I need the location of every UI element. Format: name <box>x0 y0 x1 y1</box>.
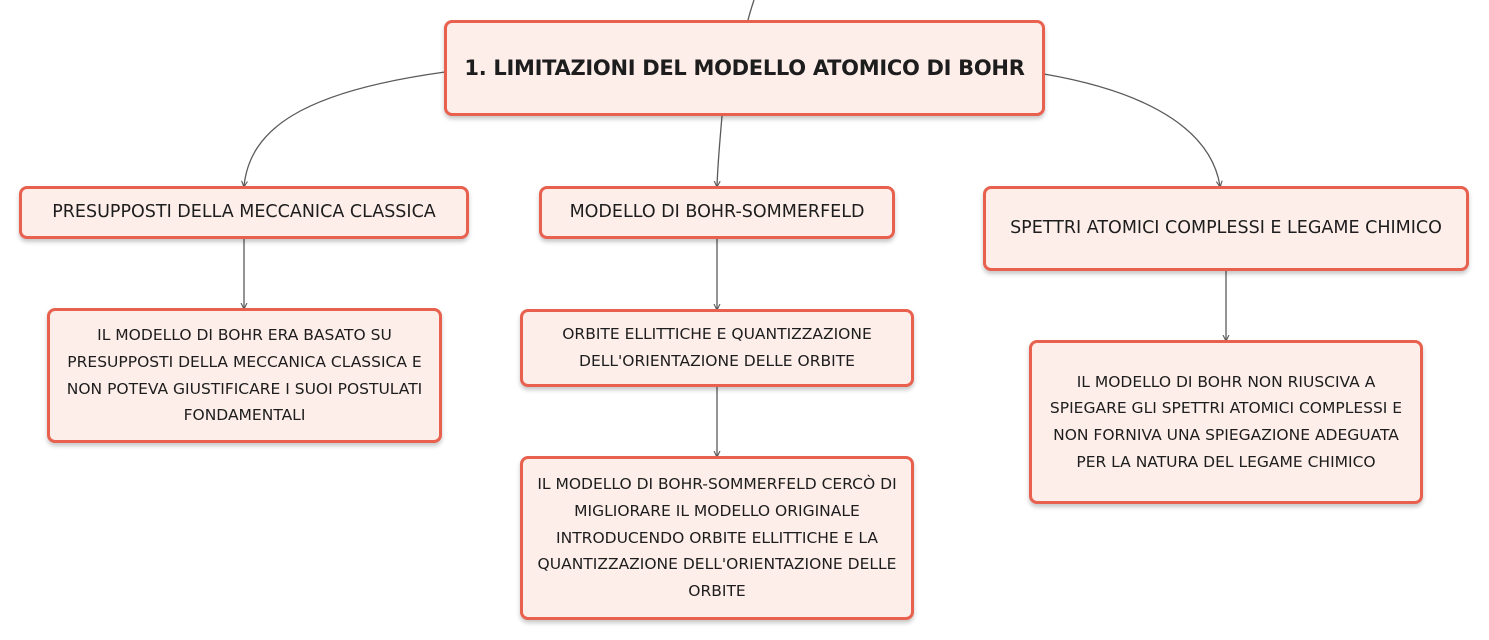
leaf-orbite-ellittiche-text: ORBITE ELLITTICHE E QUANTIZZAZIONE DELL'ORIENTAZIONE DELLE ORBITE <box>562 325 872 370</box>
branch-presupposti-label: PRESUPPOSTI DELLA MECCANICA CLASSICA <box>52 202 436 222</box>
branch-spettri[interactable] <box>983 186 1469 271</box>
leaf-presupposti-detail[interactable] <box>47 308 442 443</box>
leaf-sommerfeld-detail-text: IL MODELLO DI BOHR-SOMMERFELD CERCÒ DI MIGLIORARE IL MODELLO ORIGINALE INTRODUCENDO ORBITE ELLITTICHE E LA QUANTIZZAZIONE DELL'ORIENTAZIONE DELLE ORBITE <box>537 475 897 600</box>
leaf-spettri-detail-text: IL MODELLO DI BOHR NON RIUSCIVA A SPIEGARE GLI SPETTRI ATOMICI COMPLESSI E NON FORNIVA UNA SPIEGAZIONE ADEGUATA PER LA NATURA DEL LEGAME CHIMICO <box>1049 372 1403 471</box>
branch-bohr-sommerfeld[interactable] <box>539 186 895 239</box>
connector-parent-to-root <box>748 0 754 20</box>
root-topic[interactable] <box>444 20 1045 116</box>
leaf-orbite-ellittiche[interactable] <box>520 309 914 387</box>
leaf-spettri-detail[interactable] <box>1029 340 1423 504</box>
connector-root-to-branch-2 <box>717 116 722 186</box>
connector-root-to-branch-1 <box>244 72 445 186</box>
branch-presupposti[interactable] <box>19 186 469 239</box>
leaf-presupposti-detail-text: IL MODELLO DI BOHR ERA BASATO SU PRESUPPOSTI DELLA MECCANICA CLASSICA E NON POTEVA GIUSTIFICARE I SUOI POSTULATI FONDAMENTALI <box>66 326 423 425</box>
leaf-sommerfeld-detail[interactable] <box>520 456 914 620</box>
branch-bohr-sommerfeld-label: MODELLO DI BOHR-SOMMERFELD <box>569 202 865 222</box>
connector-root-to-branch-3 <box>1044 74 1220 186</box>
root-topic-label: 1. LIMITAZIONI DEL MODELLO ATOMICO DI BOHR <box>464 56 1025 80</box>
branch-spettri-label: SPETTRI ATOMICI COMPLESSI E LEGAME CHIMICO <box>1010 218 1442 238</box>
